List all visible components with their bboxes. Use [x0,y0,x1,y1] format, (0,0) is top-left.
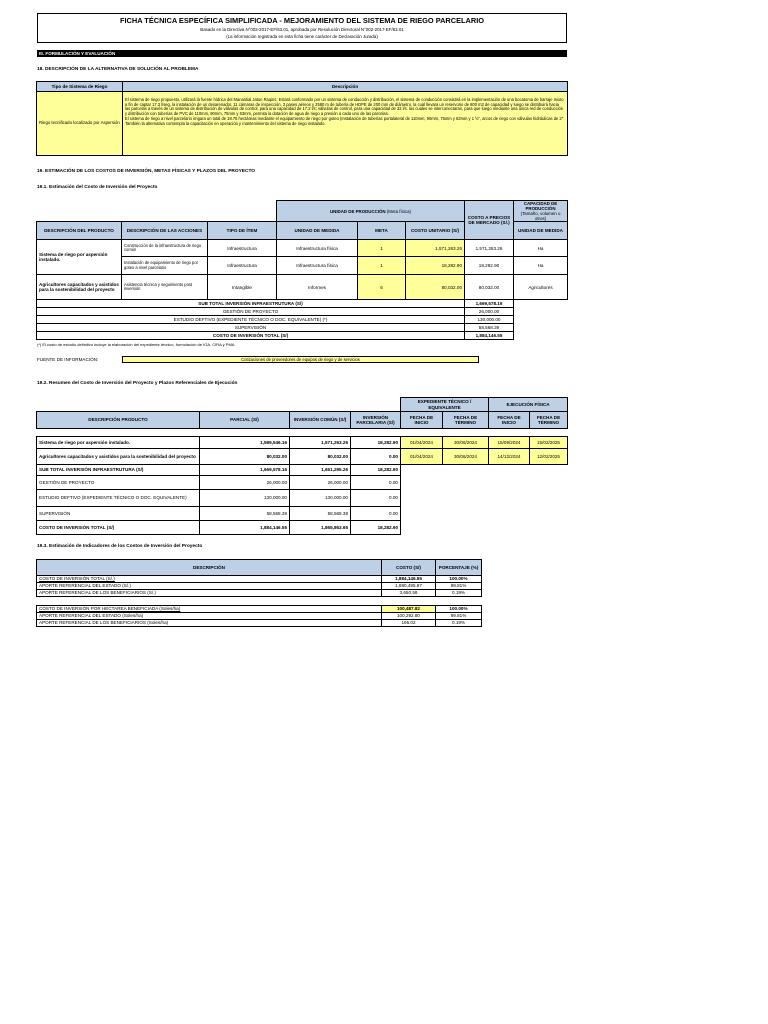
parcel-cell: 0.00 [351,449,401,465]
subtotal-label: SUB TOTAL INVERSIÓN INFRAESTRUTURA (S/) [37,300,465,308]
section-19-2-heading: 19.2. Resumen del Costo de Inversión del Proyecto y Plazos Referenciales de Ejecución [37,381,238,386]
partial-cell: 1,589,546.16 [200,437,290,449]
col-product-description: DESCRIPCIÓN DEL PRODUCTO [37,222,122,240]
section-19-1-heading: 19.1. Estimación del Costo de Inversión del Proyecto [37,185,158,190]
supervision-label: SUPERVISIÓN [37,324,465,332]
col-unit-cost: COSTO UNITARIO (S/) [406,222,465,240]
indicator-percentage: 0.19% [436,590,482,597]
unit-cost-cell: 1,571,263.26 [406,240,465,257]
market-cost-header: COSTO A PRECIOS DE MERCADO (S/.) [465,201,514,240]
production-unit-label: UNIDAD DE PRODUCCIÓN [329,208,386,214]
indicator-percentage: 100.00% [436,576,482,583]
total-cost-value: 1,884,146.55 [465,332,514,340]
end-date-execution-cell: 15/02/2025 [530,437,568,449]
indicator-cost: 3,650.58 [382,590,436,597]
common-cell: 130,000.00 [290,490,351,507]
definitive-study-label: ESTUDIO DEFTIVO (EXPEDIENTE TÉCNICO O DOC. EQUIVALENTE) [37,490,200,507]
document-subtitle-directive: Basado en la Directiva N°002-2017-EF/63.01, aprobada por Resolución Directoral N°002-2017-EF/63.01 [200,27,404,32]
total-cost-label: COSTO DE INVERSIÓN TOTAL (S/) [37,332,465,340]
source-value: Cotizaciones de proveedores de equipos de riego y de servicios [122,356,479,363]
start-date-file-cell: 01/04/2024 [401,449,443,465]
indicator-label: COSTO DE INVERSIÓN TOTAL (S/.) [37,576,382,583]
parcel-cell: 0.00 [351,507,401,521]
partial-cell: 58,568.39 [200,507,290,521]
table-row [37,275,568,300]
footnote: (*) El costo de estudio definitivo incluye la elaboración del expediente técnico, formulación de IGA, CIRA y PMA [37,342,235,347]
parcel-cell: 0.00 [351,490,401,507]
indicator-label: APORTE REFERENCIAL DEL ESTADO (S/.) [37,583,382,590]
document-header [37,13,567,43]
col-percentage: PORCENTAJE (%) [436,560,482,576]
goal-cell: 6 [358,275,406,300]
capacity-label: CAPACIDAD DE PRODUCCIÓN [523,201,558,212]
capacity-header [514,201,568,222]
total-cost-label: COSTO DE INVERSIÓN TOTAL (S/) [37,521,200,535]
col-parcel-investment: INVERSIÓN PARCELARIA (S/) [351,412,401,429]
end-date-file-cell: 30/06/2024 [443,449,489,465]
common-cell: 26,000.00 [290,476,351,490]
action-cell: Instalación de equipamiento de riego por goteo a nivel parcelario [122,257,208,275]
goal-cell: 1 [358,257,406,275]
action-cell: Asistencia técnica y seguimiento post inversión [122,275,208,300]
goal-cell: 1 [358,240,406,257]
technical-file-header: EXPEDIENTE TÉCNICO / EQUIVALENTE [401,398,489,412]
common-cell: 1,865,863.65 [290,521,351,535]
capacity-unit-cell: Ha [514,257,568,275]
col-description: DESCRIPCIÓN [37,560,382,576]
irrigation-type-cell: Riego tecnificado localizado por Aspersión [37,92,123,156]
unit-cost-cell: 80,032.00 [406,275,465,300]
indicator-cost: 195.02 [382,620,436,627]
end-date-execution-cell: 12/02/2025 [530,449,568,465]
partial-cell: 1,669,578.16 [200,465,290,476]
source-label: FUENTE DE INFORMACIÓN: [37,357,99,362]
table-row [37,507,568,521]
table-row [37,521,568,535]
col-product-description: DESCRIPCIÓN PRODUCTO [37,412,200,429]
col-action-description: DESCRIPCIÓN DE LAS ACCIONES [122,222,208,240]
capacity-note: (Tamaño, volumen u otros) [520,211,561,222]
table-row [37,465,568,476]
section-18-heading: 18. DESCRIPCIÓN DE LA ALTERNATIVA DE SOLUCIÓN AL PROBLEMA [37,67,199,72]
investment-cost-table [36,200,568,340]
item-type-cell: Infraestructura [208,240,277,257]
col-header-system-type: Tipo de Sistema de Riego [37,82,123,92]
col-cost: COSTO (S/) [382,560,436,576]
partial-cell: 130,000.00 [200,490,290,507]
table-row [37,437,568,449]
project-management-label: GESTIÓN DE PROYECTO [37,476,200,490]
subtotal-label: SUB TOTAL INVERSIÓN INFRAESTRUTURA (S/) [37,465,200,476]
partial-cell: 26,000.00 [200,476,290,490]
parcel-cell: 0.00 [351,476,401,490]
table-row [37,613,482,620]
table-row [37,449,568,465]
table-row [37,620,482,627]
start-date-file-cell: 01/04/2024 [401,437,443,449]
capacity-unit-cell: Ha [514,240,568,257]
start-date-execution-cell: 15/09/2024 [489,437,530,449]
col-partial: PARCIAL (S/) [200,412,290,429]
partial-cell: 1,884,146.55 [200,521,290,535]
action-cell: Construcción de la infraestructura de riego común [122,240,208,257]
cost-indicators-table [36,559,482,627]
col-item-type: TIPO DE ÍTEM [208,222,277,240]
start-date-execution-cell: 14/12/2024 [489,449,530,465]
market-cost-cell: 18,282.90 [465,257,514,275]
indicator-percentage: 0.19% [436,620,482,627]
totals-row [37,308,568,316]
supervision-value: 58,568.39 [465,324,514,332]
item-type-cell: Intangible [208,275,277,300]
capacity-unit-cell: Agricultores [514,275,568,300]
production-unit-note: (Meta física) [386,208,411,214]
project-management-value: 26,000.00 [465,308,514,316]
indicator-label: APORTE REFERENCIAL DE LOS BENEFICIARIOS (S/.) [37,590,382,597]
indicator-label: COSTO DE INVERSIÓN POR HECTAREA BENEFICIADA (Soles/ha) [37,606,382,613]
table-row [37,606,482,613]
col-start-date-file: FECHA DE INICIO [401,412,443,429]
col-start-date-execution: FECHA DE INICIO [489,412,530,429]
product-cell: Sistema de riego por aspersión instalado. [37,240,122,275]
col-header-description: Descripción [123,82,568,92]
document-title: FICHA TÉCNICA ESPECÍFICA SIMPLIFICADA - MEJORAMIENTO DEL SISTEMA DE RIEGO PARCELARIO [119,16,485,25]
table-row [37,590,482,597]
solution-alternative-table [36,81,568,156]
indicator-label: APORTE REFERENCIAL DEL ESTADO (Soles/ha) [37,613,382,620]
table-row [37,240,568,257]
unit-cell: Informes [277,275,358,300]
product-cell: Agricultores capacitados y asistidos para la sostenibilidad del proyecto [37,275,122,300]
product-cell: Sistema de riego por aspersión instalado. [37,437,200,449]
indicator-percentage: 100.00% [436,606,482,613]
col-unit-measure: UNIDAD DE MEDIDA [277,222,358,240]
indicator-percentage: 99.81% [436,613,482,620]
col-goal: META [358,222,406,240]
parcel-cell: 18,282.90 [351,521,401,535]
end-date-file-cell: 30/06/2024 [443,437,489,449]
table-row [37,490,568,507]
indicator-cost: 100,292.80 [382,613,436,620]
col-capacity-unit: UNIDAD DE MEDIDA [514,222,568,240]
market-cost-cell: 80,032.00 [465,275,514,300]
section-19-heading: 19. ESTIMACIÓN DE LOS COSTOS DE INVERSIÓN, METAS FÍSICAS Y PLAZOS DEL PROYECTO [37,169,256,174]
unit-cost-cell: 18,282.90 [406,257,465,275]
subtotal-value: 1,669,578.16 [465,300,514,308]
production-unit-header [277,201,465,222]
product-cell: Agricultores capacitados y asistidos para la sostenibilidad del proyecto [37,449,200,465]
physical-execution-header: EJECUCIÓN FÍSICA [489,398,568,412]
document-subtitle-declaration: (La información registrada en esta ficha tiene carácter de Declaración Jurada) [226,34,378,39]
totals-row [37,300,568,308]
irrigation-description-cell: El sistema de riego propuesto, utilizará la fuente hídrica del Manantial Jatun Raqins; Estará conformado por un sistema de conducción y distribución, el sistema de conducción consistirá en la implementación de una bocatoma de barraje mixto a fin de captar 17.3 l/seg, la instalación de un desarenador, 11 cámaras de inspección, 3 pases aéreos y 2580 m de tubería de HDPE de 200 mm de diámetro, la cual llevara un reservorio de 800 m3 de capacidad y luego se distribuirá hacia las parcelas a través de un sistema de distribución de válvulas de control, para una capacidad de 17.2 l/s; válvulas de control, para una capacidad de 32 l/s. las cuales se interconectaran, para que luego mediante una única red de conducción y distribución con tuberías de PVC de 110mm, 90mm, 75mm y 63mm, permita la dotación de agua de riego a presión a cada uno de las parcelas. El sistema de riego a nivel parcelario irrigara un total de 18.75 hectáreas mediante el equipamiento de riego por goteo (Instalación de tuberías portalateral de 110mm, 90mm, 75mm y 63mm y 1 ½", arcos de riego con válvulas hidráulicas de 2" También la alternativa contempla la capacitación en operación y mantenimiento del sistema de riego instalado. [123,92,568,156]
common-cell: 1,651,295.26 [290,465,351,476]
cost-summary-table [36,397,568,535]
indicator-percentage: 99.81% [436,583,482,590]
col-end-date-file: FECHA DE TÉRMINO [443,412,489,429]
supervision-label: SUPERVISIÓN [37,507,200,521]
indicator-cost: 1,884,146.55 [382,576,436,583]
totals-row [37,316,568,324]
parcel-cell: 18,282.90 [351,465,401,476]
common-cell: 80,032.00 [290,449,351,465]
col-common-investment: INVERSIÓN COMÚN (S/) [290,412,351,429]
market-cost-cell: 1,571,263.26 [465,240,514,257]
definitive-study-label: ESTUDIO DEFTIVO (EXPEDIENTE TÉCNICO O DOC. EQUIVALENTE) (*) [37,316,465,324]
totals-row [37,332,568,340]
table-row [37,476,568,490]
table-row [37,576,482,583]
item-type-cell: Infraestructura [208,257,277,275]
indicator-label: APORTE REFERENCIAL DE LOS BENEFICIARIOS (Soles/ha) [37,620,382,627]
common-cell: 58,568.39 [290,507,351,521]
definitive-study-value: 130,000.00 [465,316,514,324]
totals-row [37,324,568,332]
section-bar: III. FORMULACIÓN Y EVALUACIÓN [37,50,567,57]
common-cell: 1,571,263.26 [290,437,351,449]
parcel-cell: 18,282.90 [351,437,401,449]
unit-cell: Infraestructura física [277,257,358,275]
indicator-cost: 1,880,495.97 [382,583,436,590]
table-row [37,583,482,590]
unit-cell: Infraestructura física [277,240,358,257]
indicator-cost: 100,487.82 [382,606,436,613]
project-management-label: GESTIÓN DE PROYECTO [37,308,465,316]
col-end-date-execution: FECHA DE TÉRMINO [530,412,568,429]
section-19-3-heading: 19.3. Estimación de Indicadores de los Costos de Inversión del Proyecto [37,544,203,549]
partial-cell: 80,032.00 [200,449,290,465]
